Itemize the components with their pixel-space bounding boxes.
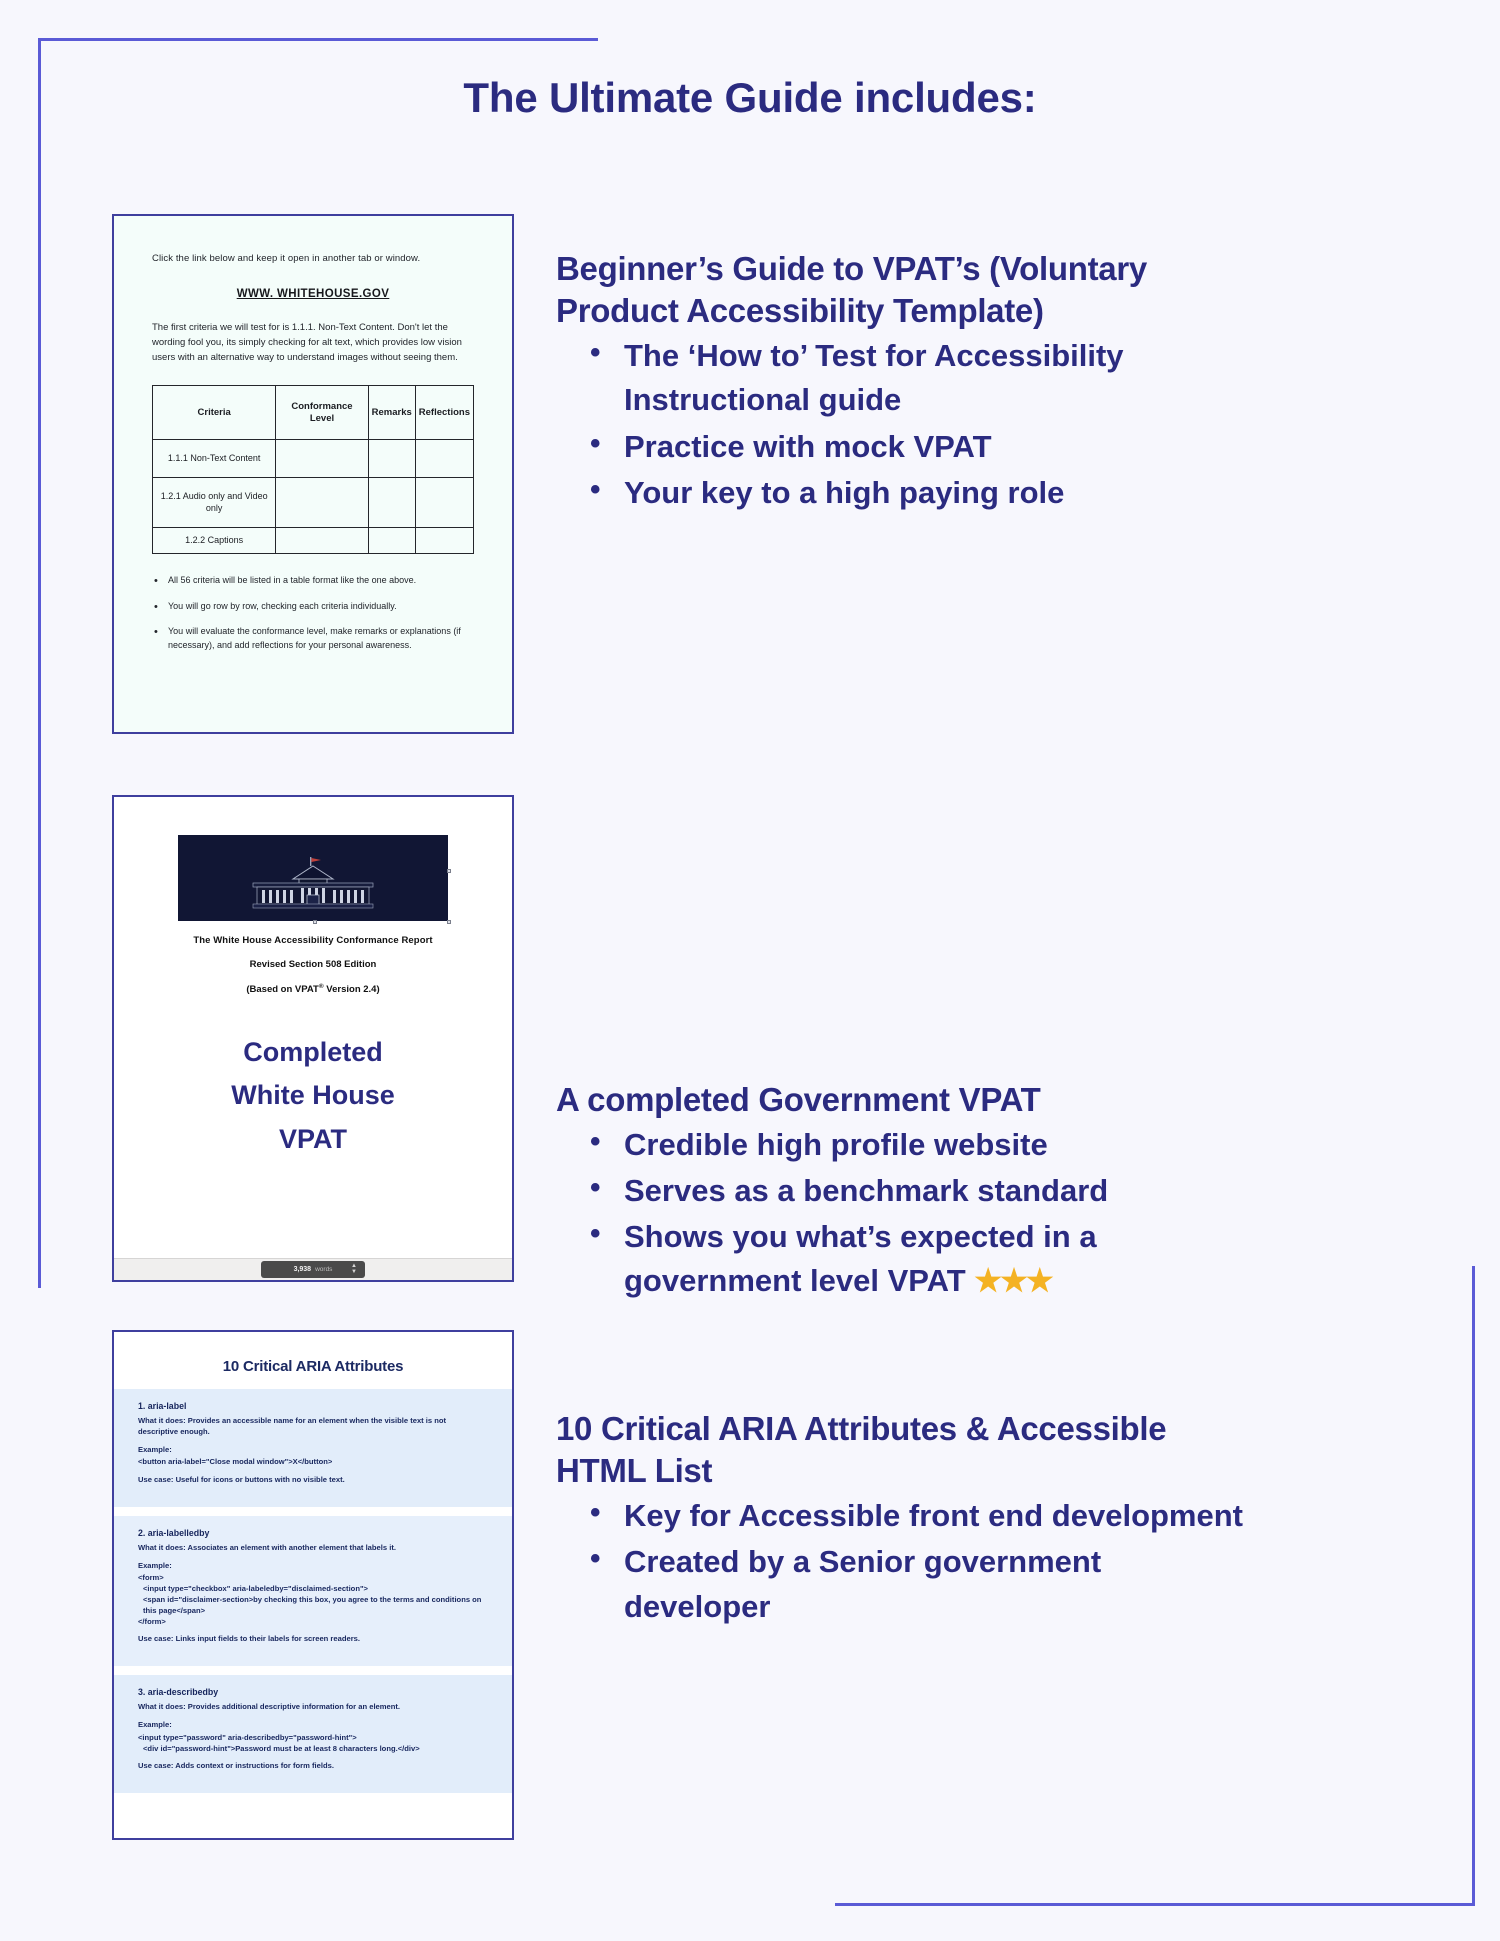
table-cell-conformance[interactable] — [276, 478, 368, 528]
card2-headline-line-1: Completed — [243, 1037, 383, 1068]
page-title: The Ultimate Guide includes: — [463, 74, 1037, 121]
star-rating-icon: ★★★ — [974, 1263, 1052, 1299]
aria-item-description: What it does: Provides additional descriptive information for an element. — [138, 1702, 401, 1712]
report-subtitle: Revised Section 508 Edition — [249, 959, 377, 970]
table-cell-reflections[interactable] — [415, 528, 473, 554]
card2-headline-line-2: White House — [231, 1080, 395, 1111]
code-line: <span id="disclaimer-section>by checking this box, you agree to the terms and conditions on this page</span> — [143, 1595, 482, 1615]
aria-item-1 — [114, 1389, 512, 1507]
aria-item-example-label: Example: — [138, 1444, 172, 1454]
list-item: • Created by a Senior government developer — [556, 1540, 1256, 1628]
stepper-arrows-icon[interactable]: ▲ ▼ — [351, 1263, 357, 1275]
list-item: • The ‘How to’ Test for Accessibility Instructional guide — [556, 334, 1256, 422]
report-title: The White House Accessibility Conformance Report — [193, 935, 433, 946]
feature-heading: Beginner’s Guide to VPAT’s (Voluntary Product Accessibility Template) — [556, 250, 1147, 330]
aria-item-description: What it does: Associates an element with another element that labels it. — [138, 1542, 396, 1552]
aria-item-use-case: Use case: Links input fields to their labels for screen readers. — [138, 1634, 360, 1644]
code-line: <input type="checkbox" aria-labeledby="disclaimed-section"> — [143, 1584, 368, 1594]
feature-row-2 — [112, 795, 1256, 1303]
code-line: <form> — [138, 1573, 164, 1583]
aria-item-use-case: Use case: Useful for icons or buttons with no visible text. — [138, 1475, 345, 1485]
table-row — [153, 528, 474, 554]
word-count-value: 3,938 — [293, 1266, 312, 1273]
preview-card-aria-attributes[interactable] — [112, 1330, 514, 1840]
feature-row-1 — [112, 214, 1256, 734]
feature-text-block-1 — [556, 214, 1256, 734]
white-house-icon — [213, 857, 413, 909]
aria-item-3 — [114, 1675, 512, 1793]
report-version-note — [150, 983, 476, 995]
image-resize-handle[interactable] — [313, 920, 317, 924]
registered-mark: ® — [318, 983, 324, 990]
aria-item-heading: 2. aria-labelledby — [138, 1527, 210, 1538]
word-count-badge[interactable] — [261, 1261, 365, 1278]
list-item: • Key for Accessible front end development — [556, 1494, 1256, 1538]
whitehouse-link[interactable]: WWW. WHITEHOUSE.GOV — [236, 288, 390, 301]
table-cell-conformance[interactable] — [276, 440, 368, 478]
code-line: </form> — [138, 1616, 166, 1626]
card1-content — [114, 216, 512, 674]
word-count-label: words — [315, 1266, 333, 1273]
feature-bullet-list — [556, 334, 1256, 514]
image-resize-handle[interactable] — [447, 920, 451, 924]
aria-item-code — [138, 1573, 488, 1627]
list-item: • Your key to a high paying role — [556, 471, 1256, 515]
aria-item-example-label: Example: — [138, 1719, 172, 1729]
card3-content — [114, 1332, 512, 1793]
table-cell-reflections[interactable] — [415, 478, 473, 528]
version-suffix: Version 2.4) — [323, 984, 380, 996]
table-cell-remarks[interactable] — [368, 478, 415, 528]
table-header-remarks: Remarks — [368, 386, 415, 440]
list-item: • Serves as a benchmark standard — [556, 1169, 1256, 1213]
table-cell-remarks[interactable] — [368, 440, 415, 478]
aria-item-example-label: Example: — [138, 1560, 172, 1570]
card1-paragraph: The first criteria we will test for is 1.1.1. Non-Text Content. Don't let the wording fool you, its simply checking for alt text, which provides low vision users with an alternative way to understand images without seeing them. — [152, 322, 462, 364]
feature-text-block-2 — [556, 795, 1256, 1303]
code-line: <div id="password-hint">Password must be at least 8 characters long.</div> — [143, 1743, 420, 1753]
aria-item-heading: 1. aria-label — [138, 1401, 187, 1411]
card1-bullet-list — [152, 574, 474, 652]
code-line: <input type="password" aria-describedby="password-hint"> — [138, 1732, 357, 1742]
feature-row-3 — [112, 1330, 1256, 1840]
table-row — [153, 478, 474, 528]
list-item: • All 56 criteria will be listed in a table format like the one above. — [152, 574, 474, 588]
table-cell-remarks[interactable] — [368, 528, 415, 554]
image-resize-handle[interactable] — [447, 869, 451, 873]
feature-heading: 10 Critical ARIA Attributes & Accessible HTML List — [556, 1410, 1167, 1490]
criteria-table — [152, 385, 474, 554]
card2-content — [114, 797, 512, 1161]
table-header-criteria: Criteria — [153, 386, 276, 440]
aria-item-code — [138, 1457, 488, 1468]
aria-item-heading: 3. aria-describedby — [138, 1687, 219, 1698]
status-bar — [114, 1258, 512, 1280]
aria-item-description: What it does: Provides an accessible name for an element when the visible text is not descriptive enough. — [138, 1416, 447, 1436]
list-item: • You will go row by row, checking each criteria individually. — [152, 600, 474, 614]
white-house-photo — [178, 835, 448, 921]
table-cell-criteria: 1.2.1 Audio only and Video only — [153, 478, 276, 528]
list-item — [556, 1215, 1256, 1303]
table-header-reflections: Reflections — [415, 386, 473, 440]
aria-sheet-title: 10 Critical ARIA Attributes — [222, 1358, 404, 1375]
feature-bullet-list — [556, 1494, 1256, 1628]
table-cell-criteria: 1.1.1 Non-Text Content — [153, 440, 276, 478]
list-item: • Credible high profile website — [556, 1123, 1256, 1167]
table-cell-reflections[interactable] — [415, 440, 473, 478]
list-item-text: Shows you what’s expected in a government level VPAT — [624, 1219, 1097, 1299]
card2-headline-line-3: VPAT — [278, 1123, 347, 1154]
feature-text-block-3 — [556, 1330, 1256, 1840]
list-item: • Practice with mock VPAT — [556, 425, 1256, 469]
version-prefix: (Based on VPAT — [246, 984, 319, 996]
card1-lead-text: Click the link below and keep it open in another tab or window. — [152, 253, 421, 264]
preview-card-white-house-vpat[interactable] — [112, 795, 514, 1282]
code-line: <button aria-label="Close modal window">X</button> — [138, 1457, 333, 1467]
table-cell-conformance[interactable] — [276, 528, 368, 554]
card2-headline — [150, 1031, 476, 1161]
table-header-row — [153, 386, 474, 440]
table-cell-criteria: 1.2.2 Captions — [153, 528, 276, 554]
aria-item-use-case: Use case: Adds context or instructions for form fields. — [138, 1761, 334, 1771]
aria-item-2 — [114, 1516, 512, 1666]
feature-bullet-list — [556, 1123, 1256, 1303]
feature-heading: A completed Government VPAT — [556, 1081, 1041, 1118]
table-header-conformance-level: Conformance Level — [276, 386, 368, 440]
aria-item-code — [138, 1733, 488, 1755]
list-item: • You will evaluate the conformance level, make remarks or explanations (if necessary), and add reflections for your personal awareness. — [152, 625, 474, 652]
table-row — [153, 440, 474, 478]
preview-card-vpat-guide[interactable] — [112, 214, 514, 734]
